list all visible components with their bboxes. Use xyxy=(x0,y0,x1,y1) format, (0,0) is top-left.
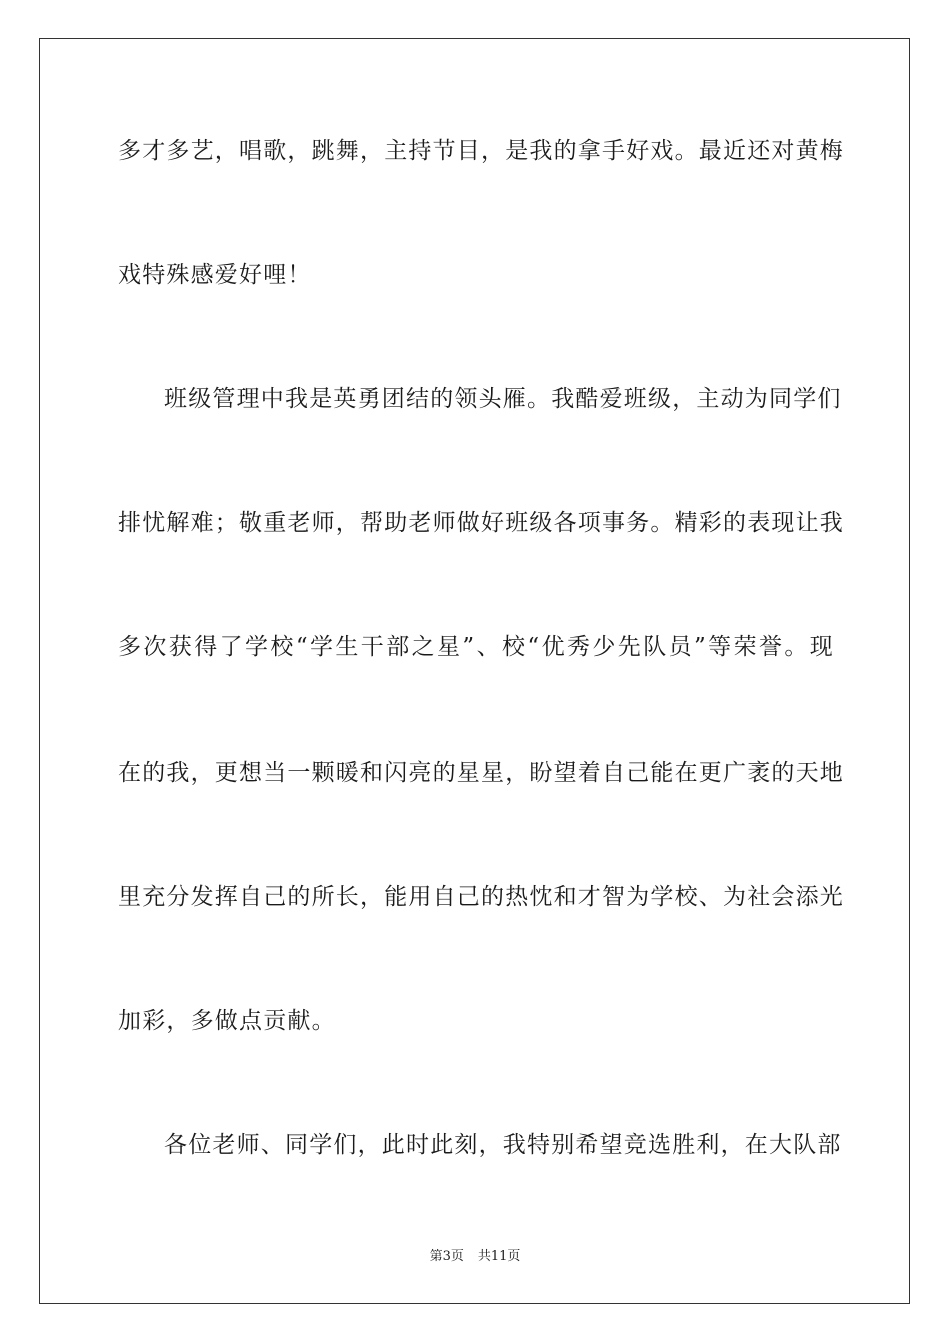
page-number: 第3页 xyxy=(429,1249,464,1264)
body-text-line-2: 戏特殊感爱好哩！ xyxy=(118,262,312,288)
body-text-line-9: 各位老师、同学们，此时此刻，我特别希望竞选胜利，在大队部 xyxy=(164,1132,842,1158)
body-text-line-4: 排忧解难；敬重老师，帮助老师做好班级各项事务。精彩的表现让我 xyxy=(118,510,844,536)
body-text-line-7: 里充分发挥自己的所长，能用自己的热忱和才智为学校、为社会添光 xyxy=(118,884,844,910)
body-text-line-8: 加彩，多做点贡献。 xyxy=(118,1008,336,1034)
page-total: 共11页 xyxy=(477,1249,521,1264)
body-text-line-1: 多才多艺，唱歌，跳舞，主持节目，是我的拿手好戏。最近还对黄梅 xyxy=(118,138,844,164)
page-footer xyxy=(0,1248,950,1266)
body-text-line-3: 班级管理中我是英勇团结的领头雁。我酷爱班级，主动为同学们 xyxy=(164,386,842,412)
page-border xyxy=(39,38,910,1304)
body-text-line-5: 多次获得了学校“学生干部之星”、校“优秀少先队员”等荣誉。现 xyxy=(118,634,834,660)
body-text-line-6: 在的我，更想当一颗暖和闪亮的星星，盼望着自己能在更广袤的天地 xyxy=(118,760,844,786)
